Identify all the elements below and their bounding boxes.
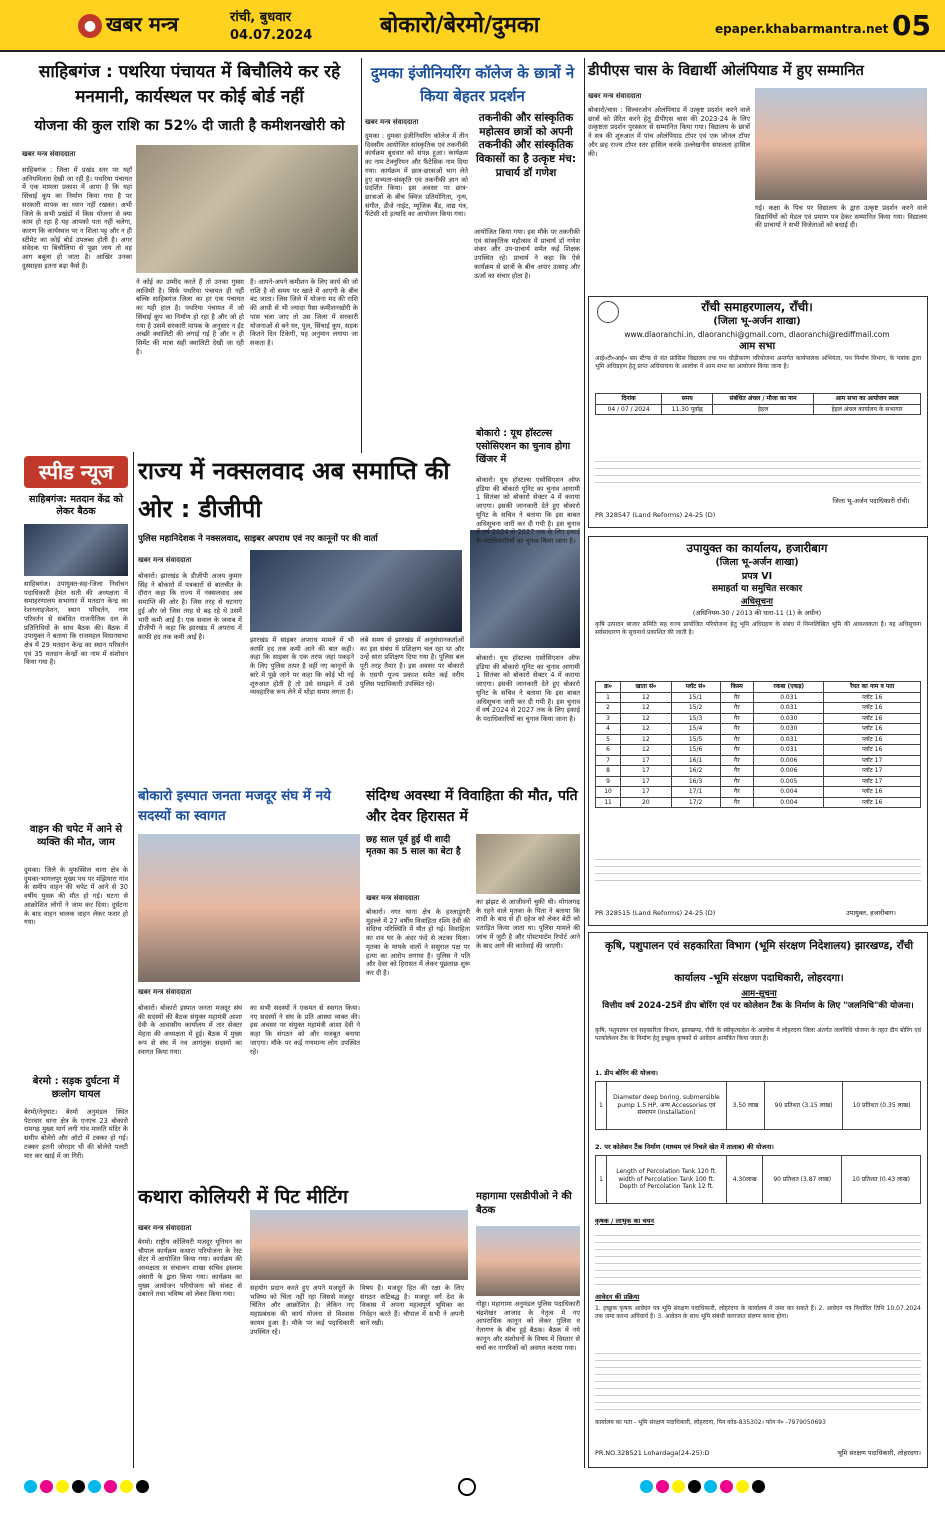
ad1-fineprint xyxy=(595,455,921,485)
ad2-sub: समाहर्ता या समुचित सरकार xyxy=(711,584,803,594)
speed-h3: बेरमो : सड़क दुर्घटना में छःलोग घायल xyxy=(32,1076,120,1100)
ad2-cell: 3 xyxy=(596,713,621,724)
a1-byline: खबर मन्त्र संवाददाता xyxy=(22,150,76,158)
ad2-cell: प्लॉट 17 xyxy=(824,766,921,777)
ad2-cell: 12 xyxy=(621,724,672,735)
ad2-cell: 2 xyxy=(596,703,621,714)
ad2-cell: 15/4 xyxy=(671,724,720,735)
ad3-cell: 90 प्रतिशत (3.87 लाख) xyxy=(763,1156,842,1204)
ad3-cell: 1 xyxy=(596,1082,607,1130)
a1-body: साहिबगंज : जिला में प्रखंड स्तर पर यहाँ अनियमितता देखी जा रही है। पथरिया पंचायत में एक मामला प्रकाश में आया है कि यहां सिंचाई कूप का निर्माण किया गया है पर सरकारी मापक का ध्यान नहीं रखकर। अभी जिले के सभी प्रखंडों में किस योजना से क्या काम हो रहा है यह आपको पता नहीं चलेगा, कारण कि कार्यस्थल पर न शिला पट्ट और न ही स्टीमेट का कोई बोर्ड उपलब्ध होती है। अगर संवेदक या बिचौलिया से पूछा जाय तो वह आग बबूला हो जाता है। आखिर उनका दुस्साहस इतना बढ़ा कैसे है। xyxy=(22,166,132,270)
ad1-col: दिनांक xyxy=(596,394,662,405)
ad2-cell: 17 xyxy=(621,766,672,777)
ad3-contact: कार्यालय का पता - भूमि संरक्षण पदाधिकारी, लोहरदगा, पिन कोड-835302। फोन नं० -7979050693 xyxy=(595,1419,826,1426)
ad2-cell: 15/3 xyxy=(671,713,720,724)
ad1-footer: PR 328547 (Land Reforms) 24-25 (D) xyxy=(595,511,716,519)
registration-dots-right xyxy=(640,1480,930,1498)
ad2-dept: (जिला भू-अर्जन शाखा) xyxy=(715,557,799,568)
a8-headline: कथारा कोलियरी में पिट मीटिंग xyxy=(138,1186,348,1208)
ad2-cell: 0.004 xyxy=(754,797,824,808)
ad3-cell: 3.50 लाख xyxy=(726,1082,764,1130)
ad2-cell: 12 xyxy=(621,713,672,724)
ad2-col: रैयत का नाम व पता xyxy=(824,682,921,693)
ad2-cell: 0.006 xyxy=(754,755,824,766)
a2-body-col2: आयोजित किया गया। इस मौके पर तकनीकी एवं सांस्कृतिक महोत्सव में प्राचार्य डॉ गणेश शंकर और उप-प्राचार्य समेत कई शिक्षक उपस्थित रहे। प्राचार्य ने कहा कि ऐसे कार्यक्रम से छात्रों के बीच अपार उत्साह और ऊर्जा का संचार होता है। xyxy=(474,228,580,280)
a4-body-col2: झारखंड में साइबर अपराध मामले में भी काफी हद तक कमी आने की बात कही। कहा कि साइबर के एक तरफ जहां पकड़ने के लिए पुलिस तत्पर है वहीं नए कानूनों के बारे में पूछे जाने पर कहा कि कोई भी नई शुरुआत होती है तो उसे समझने में उसे व्यवहारिक रूप लेने में थोड़ा समय लगता है। xyxy=(250,636,354,697)
column-rule xyxy=(361,58,362,453)
ad2-col: किस्म xyxy=(720,682,754,693)
ad2-row xyxy=(596,787,921,798)
speed-body: साहिबगंज। उपायुक्त-सह-जिला निर्वाचन पदाधिकारी हेमंत सती की अध्यक्षता में समाहरणालय सभागार में मतदान केन्द्र का रेशनलाइजेशन, स्थान परिवर्तन, नाम परिवर्तन से संबंधित राजनीतिक दल के प्रतिनिधियों के साथ बैठक की। बैठक में उपायुक्त ने बताया कि राजमहल विधानसभा क्षेत्र में 29 मतदान केन्द्र का स्थान परिवर्तन एवं 35 मतदान केन्द्रों का नाम में संशोधन किया गया है। xyxy=(24,580,128,667)
ad2-cell: 12 xyxy=(621,703,672,714)
a4-dgp-photo xyxy=(470,530,580,648)
a5-body: बोकारो। यूथ हॉस्टल्स एसोसिएशन ऑफ इंडिया की बोकारो यूनिट का चुनाव आगामी 1 सितंबर को बोकारो सेक्टर 4 में कराया जाएगा। इसकी जानकारी देते हुए बोकारो यूनिट के सचिव ने बताया कि इस बाबत अधिसूचना जारी कर दी गयी है। इस चुनाव में वर्ष 2024 से 2027 तक के लिए इकाई के पदाधिकारियों का चुनाव किया जाना है। xyxy=(476,654,580,723)
ad3-cell: Diameter deep boring, submersible pump 1.5 HP, अन्य Accessories एवं संस्थापन (Installation) xyxy=(606,1082,726,1130)
ad1-cell: हेहल xyxy=(713,404,814,415)
a2-headline: दुमका इंजीनियरिंग कॉलेज के छात्रों ने किया बेहतर प्रदर्शन xyxy=(370,64,575,105)
a4-headline: राज्य में नक्सलवाद अब समाप्ति की ओर : डीजीपी xyxy=(138,457,450,524)
ad2-cell: 6 xyxy=(596,745,621,756)
a3-students-photo xyxy=(755,88,927,200)
speed-news-label: स्पीड न्यूज xyxy=(24,456,128,488)
ad2-cell: 11 xyxy=(596,797,621,808)
ad2-cell: 16/2 xyxy=(671,766,720,777)
ad2-col: खाता सं० xyxy=(621,682,672,693)
ad2-cell: 0.030 xyxy=(754,713,824,724)
ad1-table xyxy=(595,393,921,415)
registration-dots-left xyxy=(24,1480,444,1498)
ad2-footer: PR 328515 (Land Reforms) 24-25 (D) xyxy=(595,909,716,917)
a9-photo xyxy=(476,1226,580,1296)
a3-headline: डीपीएस चास के विद्यार्थी ओलंपियाड में हुए सम्मानित xyxy=(588,63,864,79)
ad2-cell: 15/6 xyxy=(671,745,720,756)
ad2-cell: 0.006 xyxy=(754,766,824,777)
ad2-cell: प्लॉट 17 xyxy=(824,776,921,787)
ad1-sign: जिला भू-अर्जन पदाधिकारी राँची। xyxy=(832,497,910,505)
a4-body-col3: लंबे समय से झारखंड में अनुसंधानकर्ताओं का इस संबंध में प्रशिक्षण चल रहा था और उन्हें सारा प्रशिक्षण दिया गया है। पुलिस बल पूरी तरह तैयार है। इस अवसर पर बोकारो के एसपी पूज्य प्रकाश समेत कई वरीय पुलिस पदाधिकारी उपस्थित रहे। xyxy=(360,636,464,688)
a7-headline: संदिग्ध अवस्था में विवाहिता की मौत, पति और देवर हिरासत में xyxy=(366,788,578,825)
ad2-cell: 17/2 xyxy=(671,797,720,808)
ad2-row xyxy=(596,797,921,808)
ad2-cell: 7 xyxy=(596,755,621,766)
ad2-cell: प्लॉट 16 xyxy=(824,745,921,756)
ad2-cell: गैर xyxy=(720,734,754,745)
a9-body: गोड्डा। महागामा अनुमंडल पुलिस पदाधिकारी चंद्रशेखर आजाद के नेतृत्व में नए आपराधिक कानून को लेकर पुलिस व नेतागण के बीच हुई बैठक। बैठक में नये कानून और संशोधनों के विषय में विस्तार से चर्चा कर नागरिकों को अवगत कराया गया। xyxy=(476,1300,580,1352)
ad2-cell: 12 xyxy=(621,745,672,756)
ad3-cell: 90 प्रतिशत (3.15 लाख) xyxy=(765,1082,843,1130)
speed-h2: वाहन की चपेट में आने से व्यक्ति की मौत, जाम xyxy=(29,824,123,848)
a1-photo-well xyxy=(136,145,358,273)
ad1-cell: हेहल अंचल कार्यालय के सभागार xyxy=(814,404,921,415)
ad2-row xyxy=(596,745,921,756)
a5-body-top: बोकारो। यूथ हॉस्टल्स एसोसिएशन ऑफ इंडिया की बोकारो यूनिट का चुनाव आगामी 1 सितंबर को बोकारो सेक्टर 4 में कराया जाएगा। इसकी जानकारी देते हुए बोकारो यूनिट के सचिव ने बताया कि इस बाबत अधिसूचना जारी कर दी गयी है। इस चुनाव में वर्ष 2024 से 2027 तक के लिए इकाई के पदाधिकारियों का चुनाव किया जाना है। xyxy=(476,476,580,545)
a6-group-photo xyxy=(138,834,360,982)
ad3-fineprint-1 xyxy=(595,1229,921,1289)
ad2-cell: 15/2 xyxy=(671,703,720,714)
ad3-footer: PR.NO.328521 Lohardaga(24-25):D xyxy=(595,1449,710,1457)
a3-body: बोकारो/चास : सिल्वरजोन ओलंपियाड में उत्कृष्ट प्रदर्शन करने वाले छात्रों को प्रेरित करने हेतु डीपीएस चास की 2023-24 के लिए उत्कृष्टता प्रदर्शन पुरस्कार से सम्मानित किया गया। विद्यालय के छात्रों ने सत्र की शुरुआत में पांच ओलंपियाड टॉपर एवं एक जोनल टॉपर और छह राज्य टॉपर स्तर हासिल करके उल्लेखनीय सफलता हासिल की। xyxy=(588,106,750,158)
ad2-cell: गैर xyxy=(720,787,754,798)
a7-photo xyxy=(476,834,580,894)
a6-body-col2: का सभी सदस्यों ने एकमत से स्वागत किया। नए सदस्यों ने संघ के प्रति आस्था व्यक्त की। इस अवसर पर संयुक्त महामंत्री आशा देवी ने कहा कि संगठन को और मजबूत बनाया जाएगा। मौके पर कई गणमान्य लोग उपस्थित रहे। xyxy=(250,1004,360,1056)
ad3-cell: 4.30लाख xyxy=(727,1156,763,1204)
ad2-cell: गैर xyxy=(720,713,754,724)
ad2-cell: 0.031 xyxy=(754,703,824,714)
ad2-notice: अधिसूचना xyxy=(741,597,773,607)
a2-byline: खबर मन्त्र संवाददाता xyxy=(365,118,419,126)
ad1-text: आई०टी०आई० बस स्टैण्ड से संत फ्रांसिस विद्यालय तक पथ चौड़ीकरण परियोजना अन्तर्गत कार्यपालक अभियंता, पथ निर्माण विभाग, के पत्रांक द्वारा भूमि अधिग्रहण हेतु प्राप्त अधियाचना के आलोक में आम सभा का आयोजन किया जाना है। xyxy=(595,355,921,370)
a8-body-col3: विषय है। मजदूर हित की रक्षा के लिए संगठन कटिबद्ध है। मजदूर वर्ग देश के विकास में अपना महत्वपूर्ण भूमिका का निर्वहन करते हैं। चौपाल में सभी ने अपनी बातें रखी। xyxy=(360,1284,464,1327)
ad2-row xyxy=(596,734,921,745)
ad3-table-1 xyxy=(595,1081,921,1130)
ad2-row xyxy=(596,692,921,703)
ad2-row xyxy=(596,776,921,787)
registration-mark-icon xyxy=(458,1478,476,1496)
header-city: रांची, बुधवार xyxy=(230,10,292,25)
ad2-act: (अधिनियम-30 / 2013 की धारा-11 (1) के अधीन) xyxy=(692,609,822,617)
ad2-text: कृषि उत्पादन बाजार समिति सह राज्य प्रायोजित परियोजना हेतु भूमि अधिग्रहण के संबंध में निम्नलिखित भूमि की आवश्यकता है। यह अधिसूचना सर्वसाधारण के सूचनार्थ प्रकाशित की जाती है। xyxy=(595,621,921,636)
ad2-fineprint xyxy=(595,853,921,887)
ad1-web: www.dlaoranchi.in, dlaoranchi@gmail.com, dlaoranchi@rediffmail.com xyxy=(624,330,890,339)
speed-body3: बेरमो/तेनुघाट। बेरमो अनुमंडल स्थित पेटरवार थाना क्षेत्र के एनएच 23 बोकारो रामगढ़ मुख्य मार्ग लगी गांव मारुति मंदिर के समीप बोलेरो और ऑटो में टक्कर हो गई। टक्कर इतनी जोरदार थी की बोलेरो पलटी मार कर खाई में जा गिरी। xyxy=(24,1108,128,1160)
page-number: 05 xyxy=(892,9,931,42)
a3-byline: खबर मन्त्र संवाददाता xyxy=(588,92,642,100)
a7-pullquote: छह साल पूर्व हुई थी शादी मृतका का 5 साल का बेटा है xyxy=(366,835,461,858)
ad2-cell: 17/1 xyxy=(671,787,720,798)
a8-body: बेरमो। राष्ट्रीय कोलियरी मजदूर यूनियन का चौपाल कार्यक्रम कथारा परियोजना के रेस्ट सेंटर में आयोजित किया गया। कार्यक्रम की अध्यक्षता स संचालन शाखा सचिव इस्लाम अंसारी के द्वारा किया गया। कार्यक्रम का मुख्य आयोजन परियोजना को संकट से उबारने तथा भविष्य को लेकर किया गया। xyxy=(138,1238,242,1299)
ad2-cell: गैर xyxy=(720,755,754,766)
a1-subhead: योजना की कुल राशि का 52% दी जाती है कमीशनखोरी को xyxy=(34,118,345,134)
a2-pullquote: तकनीकी और सांस्कृतिक महोत्सव छात्रों को अपनी तकनीकी और सांस्कृतिक विकासों का है उत्कृष्ट मंच: प्राचार्य डॉ गणेश xyxy=(475,112,577,179)
ad2-cell: 17 xyxy=(621,787,672,798)
ad3-cell: Length of Percolation Tank 120 ft. width of Percolation Tank 100 ft. Depth of Percolation Tank 12 ft. xyxy=(607,1156,727,1204)
ad2-cell: 9 xyxy=(596,776,621,787)
column-rule xyxy=(584,58,585,1468)
ad3-text: कृषि, पशुपालन एवं सहकारिता विभाग, झारखण्ड, राँची के स्वीकृत्यादेश के आलोक में लोहरदगा जिला अंतर्गत जलनिधि योजना के तहत डीप बोरिंग एवं परकोलेशन टैंक के निर्माण हेतु इच्छुक कृषकों से आवेदन आमंत्रित किया जाता है। xyxy=(595,1027,921,1042)
ad2-cell: गैर xyxy=(720,745,754,756)
a9-headline: महागामा एसडीपीओ ने की बैठक xyxy=(476,1191,572,1216)
ad2-row xyxy=(596,755,921,766)
ad2-cell: 0.030 xyxy=(754,724,824,735)
ad2-cell: 15/1 xyxy=(671,692,720,703)
ad2-cell: प्लॉट 16 xyxy=(824,692,921,703)
a6-headline: बोकारो इस्पात जनता मजदूर संघ में नये सदस्यों का स्वागत xyxy=(138,788,332,825)
ad3-sub: कार्यालय -भूमि संरक्षण पदाधिकारी, लोहरदगा। xyxy=(674,973,844,984)
ad3-text2: 1. इच्छुक कृषक आवेदन पत्र भूमि संरक्षण पदाधिकारी, लोहरदगा के कार्यालय में जमा कर सकते हैं। 2. आवेदन पत्र निर्धारित तिथि 10.07.2024 तक जमा करना अनिवार्य है। 3. आवेदन के साथ भूमि संबंधी कागजात संलग्न करना होगा। xyxy=(595,1305,921,1320)
ad2-cell: 10 xyxy=(596,787,621,798)
ad2-cell: 15/5 xyxy=(671,734,720,745)
ad2-cell: गैर xyxy=(720,776,754,787)
a2-body: दुमका : दुमका इंजीनियरिंग कॉलेज में तीन दिवसीय आयोजित सांस्कृतिक एवं तकनीकी कार्यक्रम बुधवार को संपन्न हुआ। कार्यक्रम का नाम टेक्नुरियन और फैंटेसिक नाम दिया गया। कार्यक्रम में छात्र-छात्राओं भाग लेते हुए सभ्यता-संस्कृति एवं तकनीकी ज्ञान को प्रदर्शित किया। इस अवसर पर छात्र-छात्राओं के बीच क्विज प्रतियोगिता, नृत्य, संगीत, डीजे नाईट, म्यूजिक बैंड, वाद्य यंत्र, फैंटेसी शो इत्यादि का आयोजन किया गया। xyxy=(365,132,468,219)
a6-body: बोकारो। बोकारो इस्पात जनता मजदूर संघ की सदस्यों की बैठक संयुक्त महामंत्री आशा देवी के आवासीय कार्यालय में तार सेक्टर मेहता की अध्यक्षता में हुई। बैठक में मुख्य रूप से संघ में नव आगंतुक सदस्यों का स्वागत किया गया। xyxy=(138,1004,242,1056)
ad3-cell: 10 प्रतिशत (0.35 लाख) xyxy=(843,1082,921,1130)
ad2-col: रकबा (एकड़) xyxy=(754,682,824,693)
epaper-link[interactable]: epaper.khabarmantra.net xyxy=(715,22,889,36)
ad2-cell: प्लॉट 16 xyxy=(824,797,921,808)
ad2-cell: 17 xyxy=(621,755,672,766)
ad3-notice: आम-सूचना xyxy=(741,989,777,999)
ad3-s4: आवेदन की प्रक्रिया xyxy=(595,1293,640,1301)
a7-body-col2: का झंझट से आजीवनों चुकी थी। मोगलगढ़ के रहने वाले मृतका के पिता ने बताया कि शादी के बाद से ही दहेज को लेकर बेटी को प्रताड़ित किया जाता था। पुलिस मामले की जांच में जुटी है और पोस्टमार्टम रिपोर्ट आने के बाद आगे की कार्रवाई की जाएगी। xyxy=(476,898,580,950)
ad2-table xyxy=(595,681,921,808)
a1-body-col3: है। आपने-अपने कमीशन के लिए कार्य की जो राशि है वो समय पर खाते में आएगी के बीच बंट जाता। जिस जिले में योजना मद की राशि की आधी से भी ज्यादा पैसा कमीशनखोरी के पास चला जाए तो उस जिला में सरकारी योजनाओं से बने घर, पुल, सिंचाई कूप, सड़क कितने दिन टिकेगी, यह अनुमान लगाया जा सकता है। xyxy=(250,278,358,347)
ad2-cell: 17 xyxy=(621,776,672,787)
ad1-notice: आम सभा xyxy=(738,341,776,352)
speed-h1: साहिबगंज: मतदान केंद्र को लेकर बैठक xyxy=(29,494,123,517)
a7-byline: खबर मन्त्र संवाददाता xyxy=(366,894,420,902)
ad-lohardaga-notice xyxy=(588,932,928,1468)
ad2-cell: 4 xyxy=(596,724,621,735)
ad2-row xyxy=(596,766,921,777)
a8-meeting-photo xyxy=(250,1210,468,1280)
ad2-cell: प्लॉट 16 xyxy=(824,734,921,745)
a8-body-col2: सहयोग प्रदान करते हुए अपने मजदूरों के भविष्य को चिंता नहीं रहा जिससे मजदूर चिंतित और आक्रोशित है। लेकिन नए महाप्रबंधक की कार्य योजना से विश्वास कायम हुआ है। मौके पर कई पदाधिकारी उपस्थित रहे। xyxy=(250,1284,354,1336)
ad3-s1: 1. डीप बोरिंग की योजना। xyxy=(595,1069,658,1077)
ad2-row xyxy=(596,724,921,735)
ad1-office: राँची समाहरणालय, राँची। xyxy=(701,300,813,314)
section-title: बोकारो/बेरमो/दुमका xyxy=(380,13,540,38)
ad2-row xyxy=(596,703,921,714)
ad2-cell: प्लॉट 16 xyxy=(824,703,921,714)
column-rule xyxy=(133,452,134,1468)
ad2-col: क्र० xyxy=(596,682,621,693)
a7-body: बोकारो। नगर थाना क्षेत्र के हरलाडुंगरी मुहल्ले में 27 वर्षीय विवाहिता रश्मि देवी की संदिग्ध परिस्थिति में मौत हो गई। विवाहिता का शव घर के अंदर फंदे से लटका मिला। मृतका के मायके वालों ने ससुराल पक्ष पर हत्या का आरोप लगाया है। पुलिस ने पति और देवर को हिरासत में लेकर पूछताछ शुरू कर दी है। xyxy=(366,908,470,977)
ad2-cell: 1 xyxy=(596,692,621,703)
ad2-cell: 16/1 xyxy=(671,755,720,766)
ad2-cell: 8 xyxy=(596,766,621,777)
ad2-cell: 5 xyxy=(596,734,621,745)
ad2-col: प्लॉट सं० xyxy=(671,682,720,693)
a5-headline: बोकारो : यूथ हॉस्टल्स एसोसिएशन का चुनाव होगा खिंजर में xyxy=(476,428,571,465)
ad2-cell: प्लॉट 17 xyxy=(824,755,921,766)
ad2-cell: प्लॉट 16 xyxy=(824,713,921,724)
ad2-cell: गैर xyxy=(720,766,754,777)
a4-press-photo xyxy=(250,550,462,632)
ad2-office: उपायुक्त का कार्यालय, हजारीबाग xyxy=(686,541,828,555)
ad2-cell: गैर xyxy=(720,724,754,735)
ad3-cell: 1 xyxy=(596,1156,607,1204)
a6-byline: खबर मन्त्र संवाददाता xyxy=(138,988,192,996)
ad2-cell: 12 xyxy=(621,734,672,745)
ad1-col: संबंधित अंचल / मौजा का नाम xyxy=(713,394,814,405)
ad2-cell: गैर xyxy=(720,797,754,808)
ad2-cell: गैर xyxy=(720,692,754,703)
ad2-sign: उपायुक्त, हजारीबाग। xyxy=(846,909,896,917)
ad3-office: कृषि, पशुपालन एवं सहकारिता विभाग (भूमि संरक्षण निदेशालय) झारखण्ड, राँची xyxy=(604,940,914,952)
ad2-cell: 0.005 xyxy=(754,776,824,787)
ad1-cell: 04 / 07 / 2024 xyxy=(596,404,662,415)
logo-icon: ● xyxy=(78,14,102,38)
ad3-cell: 10 प्रतिशत (0.43 लाख) xyxy=(842,1156,921,1204)
ad2-cell: गैर xyxy=(720,703,754,714)
ad2-cell: प्लॉट 16 xyxy=(824,787,921,798)
a4-byline: खबर मन्त्र संवाददाता xyxy=(138,556,192,564)
ad2-form: प्रपत्र VI xyxy=(741,571,773,582)
ad2-cell: 0.031 xyxy=(754,734,824,745)
ad3-s2: 2. पर कोलेशन टैंक निर्माण (माध्यम एवं निचले खेत में तालाब) की योजना। xyxy=(595,1143,774,1151)
ad3-s3: कृषक / लाभुक का चयन xyxy=(595,1217,654,1225)
ad1-dept: (जिला भू-अर्जन शाखा) xyxy=(713,316,801,327)
ad3-sign: भूमि संरक्षण पदाधिकारी, लोहरदगा। xyxy=(837,1449,921,1457)
a1-body-col2: ने कोई का उम्मीद करते हैं तो उनका गुस्सा लाजिमी है। सिर्फ पथरिया पंचायत ही नहीं बल्कि साहिबगंज जिला का हर एक पंचायत का यही हाल है। पथरिया पंचायत में जो सिंचाई कूप का निर्माण हो रहा है और जो हो गया है उसमें सरकारी मापक के अनुसार न ईट अच्छी क्वालिटी की लगाई गई है और न ही सिमेंट की मात्रा सही क्वालिटी देखी जा रही है। xyxy=(136,278,244,356)
speed-photo xyxy=(24,524,128,576)
ad1-cell: 11.30 पूर्वाह्न xyxy=(662,404,713,415)
header-date: 04.07.2024 xyxy=(230,28,313,43)
ad3-table-2 xyxy=(595,1155,921,1204)
ad2-cell: 0.031 xyxy=(754,745,824,756)
ad2-cell: 0.031 xyxy=(754,692,824,703)
ad2-cell: 0.004 xyxy=(754,787,824,798)
ad2-cell: 12 xyxy=(621,692,672,703)
ad1-col: आम सभा का आयोजन स्थल xyxy=(814,394,921,405)
a4-subhead: पुलिस महानिदेशक ने नक्सलवाद, साइबर अपराध एवं नए कानूनों पर की वार्ता xyxy=(138,534,378,544)
ad2-cell: 16/3 xyxy=(671,776,720,787)
a8-byline: खबर मन्त्र संवाददाता xyxy=(138,1224,192,1232)
ad-hazaribagh-notice xyxy=(588,536,928,926)
ad2-cell: प्लॉट 16 xyxy=(824,724,921,735)
a3-body-col2: गई। कक्षा के पिच पर विद्यालय के द्वारा उत्कृष्ट प्रदर्शन करने वाले विद्यार्थियों को मेडल एवं प्रमाण पत्र देकर सम्मानित किया गया। विद्यालय की प्राचार्या ने सभी विजेताओं को बधाई दी। xyxy=(755,204,927,230)
ad2-row xyxy=(596,713,921,724)
a4-body: बोकारो। झारखंड के डीजीपी अजय कुमार सिंह ने बोकारो में पत्रकारों से बातचीत के दौरान कहा कि राज्य में नक्सलवाद अब समाप्ति की ओर है। जिस तरह से घटनाएं हुई और जो जिस तरह से बढ़ रहे थे उसमें भारी कमी आई है। एक सवाल के जवाब में डीजीपी ने कहा कि झारखंड में अपराध में काफी हद तक कमी आई है। xyxy=(138,572,242,641)
ad1-col: समय xyxy=(662,394,713,405)
ad3-fineprint-2 xyxy=(595,1347,921,1415)
speed-body2: दुमका। जिले के मुफस्सिल थाना क्षेत्र के दुमका-भागलपुर मुख्य पथ पर मंझियारा गांव के समीप वाहन की चपेट में आने से 30 वर्षीय युवक की मौत हो गई। घटना से आक्रोशित लोगों ने जाम कर दिया। दुर्घटना के बाद वाहन चालक वाहन लेकर फरार हो गया। xyxy=(24,866,128,927)
ad2-cell: 20 xyxy=(621,797,672,808)
brand-name: खबर मन्त्र xyxy=(106,12,179,36)
a1-headline: साहिबगंज : पथरिया पंचायत में बिचौलिये कर रहे मनमानी, कार्यस्थल पर कोई बोर्ड नहीं xyxy=(38,62,341,107)
ad3-title: वित्तीय वर्ष 2024-25में डीप बोरिंग एवं पर कोलेशन टैंक के निर्माण के लिए "जलनिधि"की योजना। xyxy=(602,1001,914,1011)
ad-ranchi-collectorate xyxy=(588,296,928,528)
